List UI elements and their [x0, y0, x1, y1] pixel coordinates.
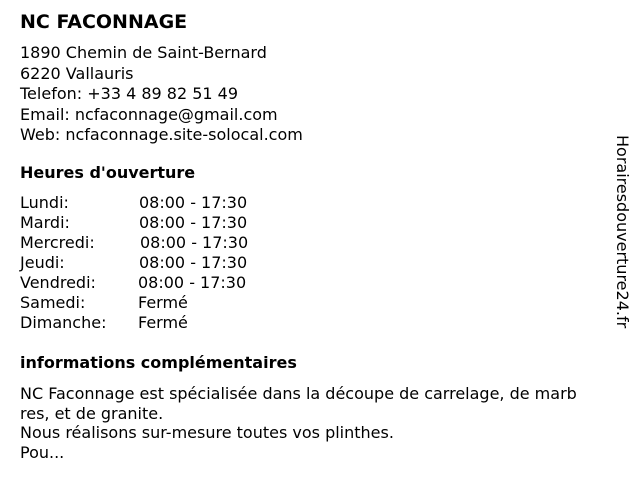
contact-block [20, 43, 303, 146]
watermark-text: Horairesdouverture24.fr [613, 135, 632, 329]
day-label: Mercredi: [20, 233, 95, 252]
day-label: Jeudi: [20, 253, 65, 272]
day-label: Mardi: [20, 213, 70, 232]
description-line: Nous réalisons sur-mesure toutes vos plinthes. [20, 423, 394, 442]
description-line: Pou... [20, 442, 65, 462]
description-text [20, 384, 610, 462]
web-line: Web: ncfaconnage.site-solocal.com [20, 125, 303, 144]
phone-line: Telefon: +33 4 89 82 51 49 [20, 84, 239, 103]
business-name: NC FACONNAGE [20, 11, 188, 33]
description-line: res, et de granite. [20, 403, 164, 423]
day-label: Vendredi: [20, 273, 96, 292]
site-watermark [611, 135, 635, 345]
address-line-2: 6220 Vallauris [20, 63, 134, 83]
time-value: 08:00 - 17:30 [139, 253, 248, 272]
opening-hours-heading: Heures d'ouverture [20, 163, 196, 182]
time-value: 08:00 - 17:30 [139, 213, 248, 232]
address-line-1: 1890 Chemin de Saint-Bernard [20, 43, 267, 62]
time-value: 08:00 - 17:30 [138, 273, 247, 292]
description-line: NC Faconnage est spécialisée dans la découpe de carrelage, de marb [20, 384, 577, 403]
email-line: Email: ncfaconnage@gmail.com [20, 104, 278, 124]
time-value: Fermé [138, 293, 188, 312]
day-label: Lundi: [20, 193, 69, 212]
additional-info-heading: informations complémentaires [20, 353, 297, 372]
day-label: Samedi: [20, 293, 86, 312]
day-label: Dimanche: [20, 313, 107, 332]
time-value: Fermé [138, 313, 188, 332]
time-value: 08:00 - 17:30 [139, 193, 248, 212]
time-value: 08:00 - 17:30 [140, 233, 249, 252]
